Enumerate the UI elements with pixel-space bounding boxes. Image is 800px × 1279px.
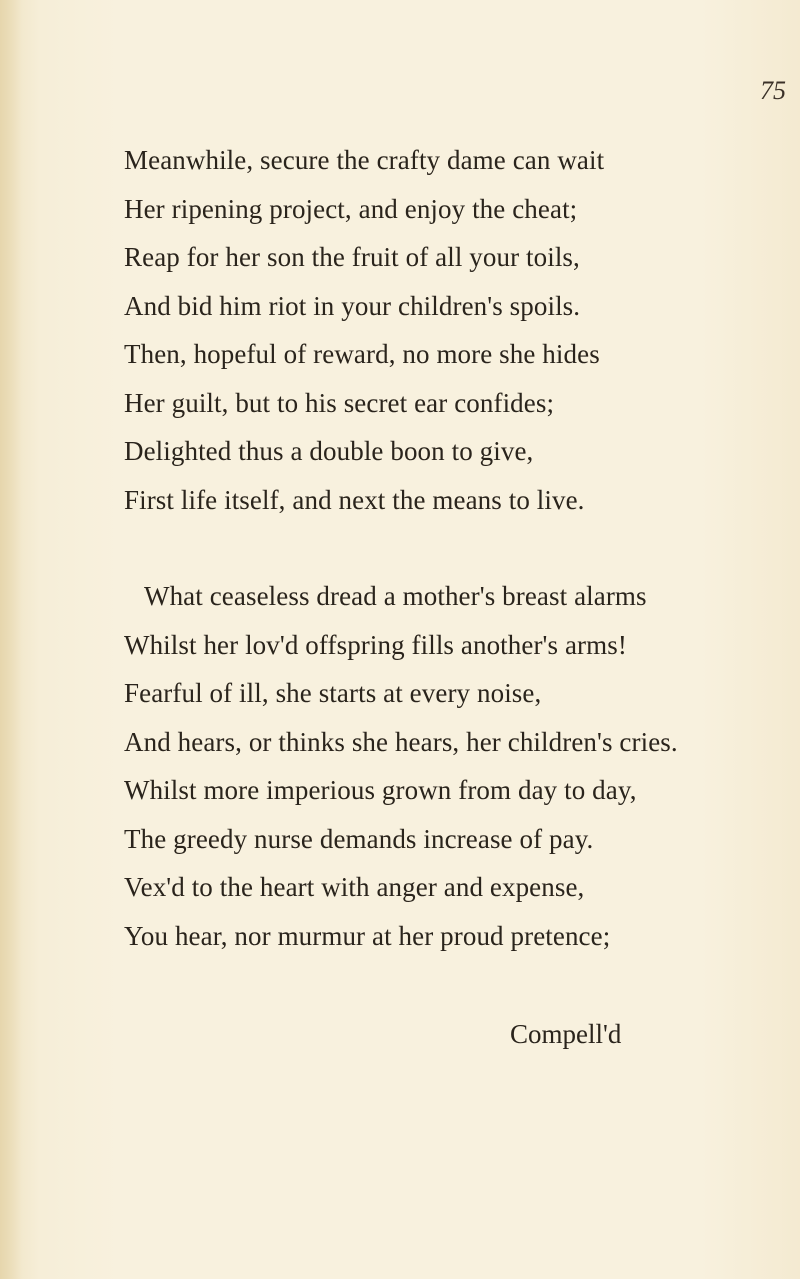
stanza-1 bbox=[124, 136, 604, 524]
binding-shadow bbox=[0, 0, 22, 1279]
verse-line: Whilst her lov'd offspring fills another's arms! bbox=[124, 629, 627, 660]
verse-line: Meanwhile, secure the crafty dame can wait bbox=[124, 145, 605, 175]
verse-line: And bid him riot in your children's spoils. bbox=[124, 290, 581, 321]
catchword: Compell'd bbox=[510, 1019, 622, 1049]
verse-line: What ceaseless dread a mother's breast alarms bbox=[144, 581, 647, 611]
verse-line: Vex'd to the heart with anger and expense, bbox=[124, 872, 585, 902]
verse-line: Reap for her son the fruit of all your toils, bbox=[124, 242, 580, 272]
verse-line: Delighted thus a double boon to give, bbox=[124, 436, 534, 466]
verse-line: The greedy nurse demands increase of pay. bbox=[124, 823, 594, 854]
verse-line: You hear, nor murmur at her proud pretence; bbox=[124, 920, 611, 951]
verse-line: Then, hopeful of reward, no more she hides bbox=[124, 339, 600, 369]
stanza-2 bbox=[124, 572, 678, 960]
verse-line: And hears, or thinks she hears, her children's cries. bbox=[124, 726, 678, 757]
verse-line: Her ripening project, and enjoy the cheat; bbox=[124, 193, 578, 224]
verse-line: Whilst more imperious grown from day to day, bbox=[124, 775, 637, 805]
page-number: 75 bbox=[760, 76, 786, 105]
verse-line: First life itself, and next the means to live. bbox=[124, 484, 585, 515]
verse-line: Fearful of ill, she starts at every noise, bbox=[124, 678, 542, 708]
verse-line: Her guilt, but to his secret ear confides; bbox=[124, 387, 555, 418]
